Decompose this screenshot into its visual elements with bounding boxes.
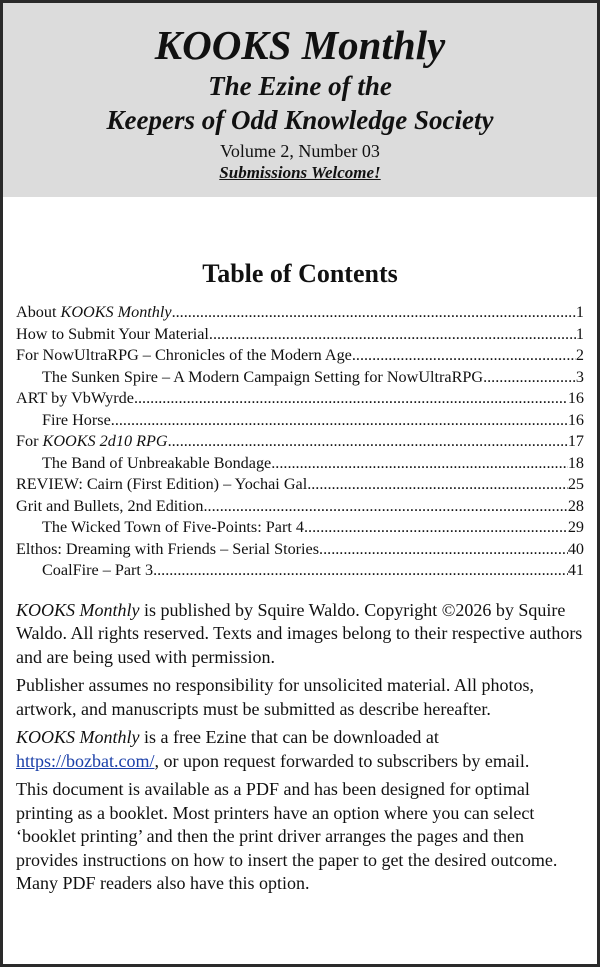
toc-page-number: 1 [575, 324, 584, 343]
toc-entry[interactable] [16, 539, 584, 561]
toc-dot-leader [168, 431, 568, 453]
toc-title-text: CoalFire – Part 3 [42, 561, 154, 579]
toc-title-text: The Band of Unbreakable Bondage [42, 453, 272, 472]
toc-page-number: 16 [567, 410, 584, 429]
toc-page-number: 40 [567, 539, 584, 558]
toc-title-text: How to Submit Your Material [16, 324, 209, 343]
copyright-text: is published by Squire Waldo. Copyright ©2026 by Squire Waldo. All rights reserved. Texts and images belong to their respective authors and are being used with permission. [16, 599, 583, 667]
toc-title-text: For [16, 432, 43, 450]
table-of-contents [16, 302, 584, 582]
toc-entry-title [16, 345, 352, 367]
toc-entry-title [16, 539, 319, 561]
toc-page-number: 41 [567, 561, 584, 579]
toc-title-text: Elthos: Dreaming with Friends – Serial Stories [16, 539, 320, 558]
toc-dot-leader [209, 324, 576, 346]
toc-entry-title [16, 324, 209, 346]
toc-dot-leader [204, 496, 568, 518]
masthead [3, 3, 597, 197]
toc-page-number: 2 [575, 346, 584, 364]
toc-entry[interactable] [16, 410, 584, 432]
toc-title-italic: KOOKS Monthly [60, 303, 172, 321]
toc-page-number: 28 [567, 496, 584, 515]
toc-entry-title [16, 302, 172, 324]
volume-number: Volume 2, Number 03 [220, 141, 380, 161]
toc-entry[interactable] [16, 517, 584, 539]
toc-dot-leader [153, 560, 568, 582]
toc-entry-title [42, 560, 153, 582]
download-link[interactable]: https://bozbat.com/ [16, 750, 155, 771]
copyright-paragraph [16, 599, 584, 670]
disclaimer-text: Publisher assumes no responsibility for unsolicited material. All photos, artwork, and manuscripts must be submitted as describe hereafter. [16, 675, 534, 719]
download-text-after: , or upon request forwarded to subscribers by email. [154, 750, 530, 771]
toc-page-number: 1 [575, 303, 584, 321]
download-paragraph [16, 726, 584, 773]
toc-dot-leader [304, 517, 568, 539]
toc-entry[interactable] [16, 431, 584, 453]
toc-dot-leader [483, 367, 576, 389]
toc-heading: Table of Contents [202, 259, 398, 288]
subtitle-line-1: The Ezine of the [208, 71, 392, 101]
toc-entry[interactable] [16, 324, 584, 346]
printing-text: This document is available as a PDF and has been designed for optimal printing as a booklet. Most printers have an option where you can select ‘booklet printing’ and then the print driver arranges the pages and then provides instructions on how to insert the paper to get the desired outcome. Many PDF readers also have this option. [16, 779, 558, 893]
toc-title-italic: KOOKS 2d10 RPG [42, 432, 168, 450]
toc-entry[interactable] [16, 453, 584, 475]
toc-title-text: The Wicked Town of Five-Points: Part 4 [42, 518, 304, 536]
printing-paragraph [16, 778, 584, 896]
toc-entry-title [42, 517, 304, 539]
toc-dot-leader [319, 539, 568, 561]
toc-title-text: The Sunken Spire – A Modern Campaign Setting for NowUltraRPG [42, 367, 484, 386]
toc-page-number: 16 [567, 389, 584, 407]
toc-entry[interactable] [16, 367, 584, 389]
toc-page-number: 17 [567, 432, 584, 450]
submissions-notice: Submissions Welcome! [219, 163, 381, 182]
toc-title-text: Grit and Bullets, 2nd Edition [16, 496, 204, 515]
toc-entry-title [42, 453, 271, 475]
toc-entry[interactable] [16, 560, 584, 582]
toc-page-number: 18 [567, 453, 584, 472]
toc-entry[interactable] [16, 496, 584, 518]
toc-title-text: For NowUltraRPG – Chronicles of the Modern Age [16, 346, 352, 364]
toc-page-number: 29 [567, 518, 584, 536]
toc-title-text: REVIEW: Cairn (First Edition) – Yochai Gal [16, 475, 308, 493]
toc-entry-title [42, 367, 483, 389]
toc-entry[interactable] [16, 302, 584, 324]
toc-entry-title [16, 388, 134, 410]
toc-entry[interactable] [16, 474, 584, 496]
publication-notes [16, 599, 584, 896]
magazine-title: KOOKS Monthly [154, 22, 446, 68]
toc-title-text: Fire Horse [42, 410, 111, 429]
toc-title-text: About [16, 303, 61, 321]
toc-dot-leader [307, 474, 568, 496]
toc-entry-title [16, 474, 307, 496]
toc-dot-leader [352, 345, 576, 367]
publication-name: KOOKS Monthly [16, 599, 140, 620]
toc-page-number: 25 [567, 475, 584, 493]
subtitle-line-2: Keepers of Odd Knowledge Society [106, 105, 494, 135]
toc-dot-leader [134, 388, 568, 410]
toc-entry[interactable] [16, 388, 584, 410]
toc-page-number: 3 [575, 367, 584, 386]
disclaimer-paragraph [16, 674, 584, 721]
toc-entry-title [16, 431, 168, 453]
toc-dot-leader [271, 453, 568, 475]
toc-dot-leader [111, 410, 568, 432]
toc-entry[interactable] [16, 345, 584, 367]
toc-title-text: ART by VbWyrde [16, 389, 134, 407]
publication-name: KOOKS Monthly [16, 727, 140, 747]
toc-entry-title [42, 410, 111, 432]
download-text-before: is a free Ezine that can be downloaded at [139, 727, 439, 747]
toc-entry-title [16, 496, 204, 518]
toc-dot-leader [172, 302, 576, 324]
